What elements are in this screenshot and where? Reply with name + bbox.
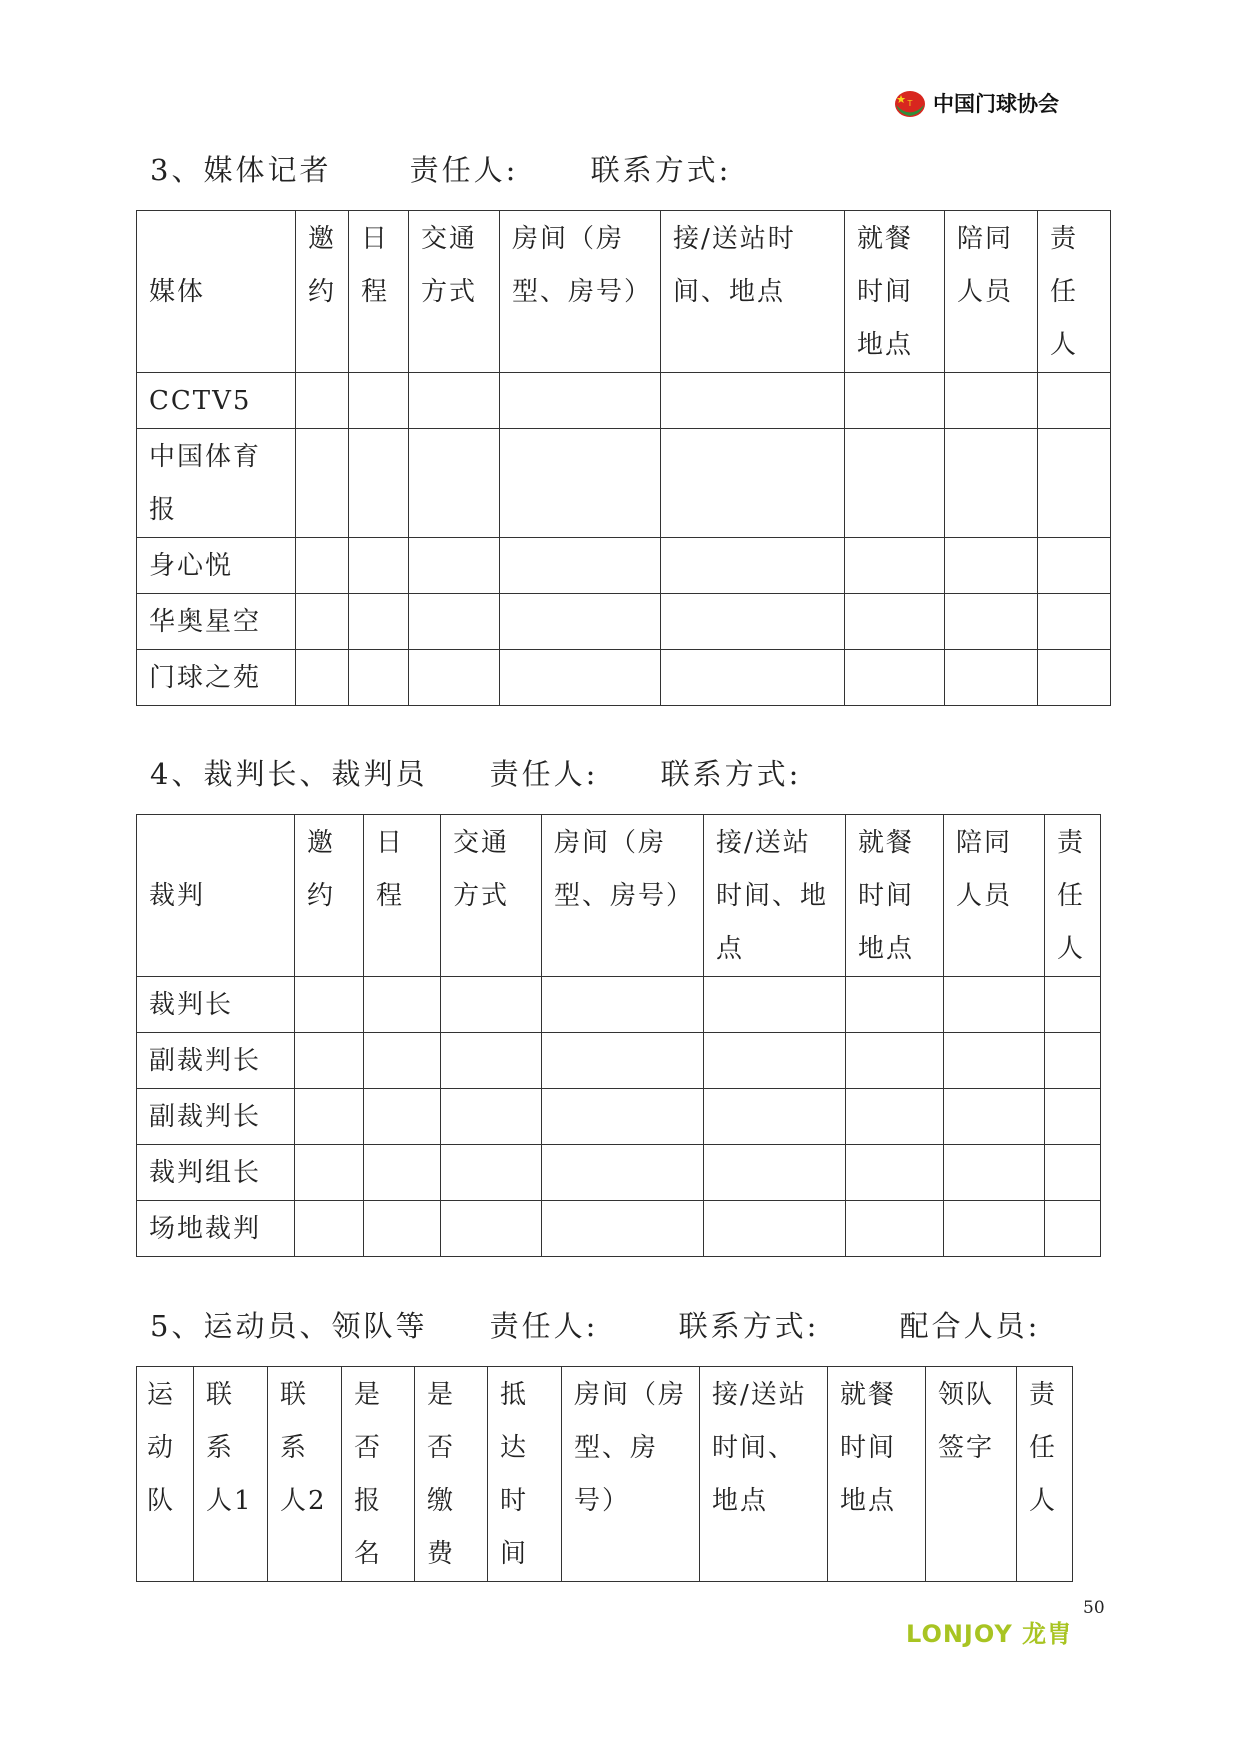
entry-cell[interactable]	[441, 1201, 542, 1257]
entry-cell[interactable]	[944, 1145, 1045, 1201]
entry-cell[interactable]	[1038, 538, 1111, 594]
entry-cell[interactable]	[845, 594, 945, 650]
entry-cell[interactable]	[661, 538, 845, 594]
header-cell: 责任人	[1038, 211, 1111, 373]
section5-assistants-label: 配合人员:	[899, 1309, 1041, 1343]
entry-cell[interactable]	[349, 650, 409, 706]
entry-cell[interactable]	[661, 429, 845, 538]
header-cell: 裁判	[137, 815, 295, 977]
header-cell: 接/送站时间、地点	[661, 211, 845, 373]
entry-cell[interactable]	[944, 1089, 1045, 1145]
entry-cell[interactable]	[296, 538, 349, 594]
entry-cell[interactable]	[364, 1033, 441, 1089]
table-row	[137, 429, 1111, 538]
section4-title: 4、裁判长、裁判员	[150, 757, 428, 791]
entry-cell[interactable]	[349, 373, 409, 429]
table-row	[137, 1201, 1101, 1257]
entry-cell[interactable]	[1045, 1201, 1101, 1257]
entry-cell[interactable]	[845, 538, 945, 594]
table-row	[137, 373, 1111, 429]
row-label: 身心悦	[137, 538, 296, 594]
entry-cell[interactable]	[295, 1033, 364, 1089]
entry-cell[interactable]	[845, 373, 945, 429]
entry-cell[interactable]	[441, 1089, 542, 1145]
header-cell: 交通方式	[441, 815, 542, 977]
entry-cell[interactable]	[1045, 1033, 1101, 1089]
entry-cell[interactable]	[441, 1145, 542, 1201]
section4-contact-label: 联系方式:	[660, 757, 802, 791]
row-label: 场地裁判	[137, 1201, 295, 1257]
referee-table-header-row	[137, 815, 1101, 977]
row-label: 副裁判长	[137, 1033, 295, 1089]
header-cell: 媒体	[137, 211, 296, 373]
header-cell: 邀约	[296, 211, 349, 373]
header-cell: 责任人	[1045, 815, 1101, 977]
entry-cell[interactable]	[542, 1145, 704, 1201]
entry-cell[interactable]	[409, 373, 500, 429]
section4-responsible-label: 责任人:	[489, 757, 599, 791]
entry-cell[interactable]	[295, 1145, 364, 1201]
entry-cell[interactable]	[945, 429, 1038, 538]
entry-cell[interactable]	[1038, 373, 1111, 429]
table-row	[137, 594, 1111, 650]
header-cell: 接/送站时间、地点	[704, 815, 846, 977]
header-cell: 房间（房型、房号）	[542, 815, 704, 977]
row-label: CCTV5	[137, 373, 296, 429]
entry-cell[interactable]	[409, 594, 500, 650]
entry-cell[interactable]	[500, 650, 661, 706]
header-logo	[893, 88, 1059, 118]
entry-cell[interactable]	[441, 977, 542, 1033]
entry-cell[interactable]	[542, 977, 704, 1033]
header-cell: 运动队	[137, 1367, 194, 1582]
entry-cell[interactable]	[704, 1033, 846, 1089]
header-cell: 责任人	[1017, 1367, 1073, 1582]
entry-cell[interactable]	[500, 538, 661, 594]
entry-cell[interactable]	[542, 1201, 704, 1257]
entry-cell[interactable]	[364, 1201, 441, 1257]
media-table-header-row	[137, 211, 1111, 373]
entry-cell[interactable]	[704, 977, 846, 1033]
entry-cell[interactable]	[945, 373, 1038, 429]
section3-title: 3、媒体记者	[150, 153, 332, 187]
entry-cell[interactable]	[1045, 1145, 1101, 1201]
entry-cell[interactable]	[296, 594, 349, 650]
entry-cell[interactable]	[704, 1201, 846, 1257]
row-label: 门球之苑	[137, 650, 296, 706]
footer-brand: LONJOY 龙胄	[906, 1620, 1073, 1648]
entry-cell[interactable]	[295, 1201, 364, 1257]
entry-cell[interactable]	[846, 1145, 944, 1201]
header-cell: 就餐时间地点	[845, 211, 945, 373]
row-label: 中国体育报	[137, 429, 296, 538]
header-cell: 联系人2	[268, 1367, 342, 1582]
athlete-table	[136, 1366, 1073, 1582]
header-cell: 日程	[349, 211, 409, 373]
entry-cell[interactable]	[364, 1145, 441, 1201]
referee-table	[136, 814, 1101, 1257]
table-row	[137, 1089, 1101, 1145]
section5-responsible-label: 责任人:	[489, 1309, 599, 1343]
entry-cell[interactable]	[945, 650, 1038, 706]
entry-cell[interactable]	[846, 1201, 944, 1257]
header-cell: 抵达时间	[488, 1367, 562, 1582]
entry-cell[interactable]	[409, 429, 500, 538]
svg-text:T: T	[907, 99, 913, 108]
entry-cell[interactable]	[1038, 594, 1111, 650]
entry-cell[interactable]	[409, 650, 500, 706]
section5-heading	[150, 1304, 1040, 1345]
entry-cell[interactable]	[704, 1145, 846, 1201]
header-cell: 房间（房型、房号）	[500, 211, 661, 373]
entry-cell[interactable]	[1045, 1089, 1101, 1145]
entry-cell[interactable]	[364, 1089, 441, 1145]
entry-cell[interactable]	[296, 373, 349, 429]
header-cell: 就餐时间地点	[846, 815, 944, 977]
entry-cell[interactable]	[500, 373, 661, 429]
entry-cell[interactable]	[441, 1033, 542, 1089]
entry-cell[interactable]	[944, 1033, 1045, 1089]
entry-cell[interactable]	[846, 1033, 944, 1089]
entry-cell[interactable]	[542, 1033, 704, 1089]
entry-cell[interactable]	[945, 538, 1038, 594]
entry-cell[interactable]	[349, 594, 409, 650]
entry-cell[interactable]	[846, 977, 944, 1033]
page-number: 50	[1083, 1598, 1105, 1618]
row-label: 华奥星空	[137, 594, 296, 650]
entry-cell[interactable]	[295, 977, 364, 1033]
row-label: 副裁判长	[137, 1089, 295, 1145]
header-cell: 是否缴费	[415, 1367, 488, 1582]
entry-cell[interactable]	[944, 977, 1045, 1033]
entry-cell[interactable]	[846, 1089, 944, 1145]
header-cell: 日程	[364, 815, 441, 977]
table-row	[137, 1033, 1101, 1089]
row-label: 裁判长	[137, 977, 295, 1033]
table-row	[137, 977, 1101, 1033]
entry-cell[interactable]	[295, 1089, 364, 1145]
entry-cell[interactable]	[661, 373, 845, 429]
header-cell: 是否报名	[342, 1367, 415, 1582]
org-name: 中国门球协会	[933, 92, 1059, 116]
entry-cell[interactable]	[500, 429, 661, 538]
section3-responsible-label: 责任人:	[409, 153, 519, 187]
entry-cell[interactable]	[296, 429, 349, 538]
section4-heading	[150, 752, 801, 793]
section3-contact-label: 联系方式:	[590, 153, 732, 187]
row-label: 裁判组长	[137, 1145, 295, 1201]
section5-title: 5、运动员、领队等	[150, 1309, 428, 1343]
entry-cell[interactable]	[1045, 977, 1101, 1033]
header-cell: 房间（房型、房号）	[562, 1367, 700, 1582]
entry-cell[interactable]	[661, 650, 845, 706]
header-cell: 联系人1	[194, 1367, 268, 1582]
athlete-table-header-row	[137, 1367, 1073, 1582]
entry-cell[interactable]	[1038, 650, 1111, 706]
table-row	[137, 650, 1111, 706]
media-table	[136, 210, 1111, 706]
section5-contact-label: 联系方式:	[678, 1309, 820, 1343]
entry-cell[interactable]	[542, 1089, 704, 1145]
china-croquet-association-logo-icon	[893, 88, 927, 118]
header-cell: 接/送站时间、地点	[700, 1367, 828, 1582]
entry-cell[interactable]	[944, 1201, 1045, 1257]
header-cell: 就餐时间地点	[828, 1367, 926, 1582]
entry-cell[interactable]	[500, 594, 661, 650]
entry-cell[interactable]	[349, 429, 409, 538]
header-cell: 陪同人员	[944, 815, 1045, 977]
header-cell: 领队签字	[926, 1367, 1017, 1582]
entry-cell[interactable]	[409, 538, 500, 594]
entry-cell[interactable]	[349, 538, 409, 594]
table-row	[137, 1145, 1101, 1201]
entry-cell[interactable]	[945, 594, 1038, 650]
entry-cell[interactable]	[845, 429, 945, 538]
entry-cell[interactable]	[661, 594, 845, 650]
header-cell: 陪同人员	[945, 211, 1038, 373]
header-cell: 邀约	[295, 815, 364, 977]
table-row	[137, 538, 1111, 594]
header-cell: 交通方式	[409, 211, 500, 373]
entry-cell[interactable]	[845, 650, 945, 706]
entry-cell[interactable]	[364, 977, 441, 1033]
entry-cell[interactable]	[296, 650, 349, 706]
section3-heading	[150, 148, 731, 189]
entry-cell[interactable]	[1038, 429, 1111, 538]
entry-cell[interactable]	[704, 1089, 846, 1145]
